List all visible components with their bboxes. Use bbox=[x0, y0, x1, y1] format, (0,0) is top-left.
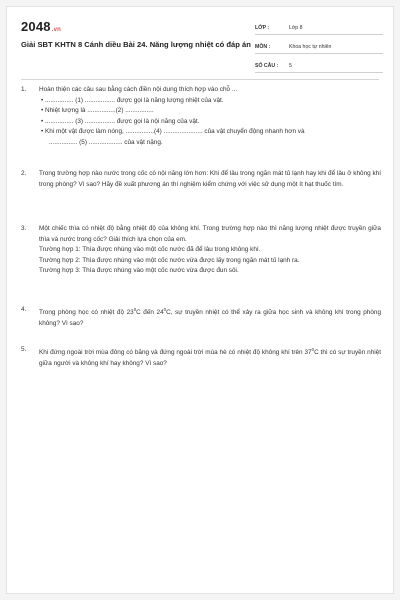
text-part: C thì có sự truyền nhiệt giữa người và không khí hay không? Vì sao? bbox=[39, 349, 381, 367]
text-part: C, sự truyền nhiệt có thể xảy ra giữa học sinh và không khí trong phòng không? Vì sao? bbox=[39, 309, 382, 327]
degree-sup: 0 bbox=[163, 307, 167, 312]
question-number: 2. bbox=[21, 170, 27, 177]
question-body bbox=[39, 85, 381, 149]
fill-blank-line: • Nhiệt lượng là ................(2) ................ bbox=[41, 107, 154, 115]
question-2 bbox=[21, 169, 381, 190]
meta-value: Lớp 8 bbox=[289, 24, 303, 31]
question-5 bbox=[21, 345, 381, 369]
text-part: Trong phòng học có nhiệt độ 23 bbox=[39, 309, 134, 316]
logo-name: 2048 bbox=[21, 19, 51, 34]
question-number: 3. bbox=[21, 225, 27, 232]
fill-blank-line: • ................ (3) ................. được gọi là nội năng của vật. bbox=[41, 117, 200, 125]
fill-blank-line: • Khi một vật được làm nóng, ................(4) ...................... của vật chuyển động nhanh hơn và bbox=[41, 128, 305, 136]
question-3 bbox=[21, 224, 381, 277]
meta-value: 5 bbox=[289, 62, 292, 69]
document-page bbox=[6, 6, 394, 594]
meta-row-class bbox=[255, 21, 383, 35]
degree-sup: 0 bbox=[133, 307, 137, 312]
meta-value: Khoa học tự nhiên bbox=[289, 43, 332, 50]
question-text bbox=[39, 305, 381, 329]
question-number: 4. bbox=[21, 306, 27, 313]
meta-row-count bbox=[255, 59, 383, 73]
site-logo[interactable] bbox=[21, 19, 61, 34]
question-number: 1. bbox=[21, 86, 27, 93]
meta-row-subject bbox=[255, 40, 383, 54]
fill-blank-line: • ................ (1) ................. được gọi là năng lượng nhiệt của vật. bbox=[41, 96, 224, 104]
question-body bbox=[39, 224, 381, 277]
question-text bbox=[39, 345, 381, 369]
question-1 bbox=[21, 85, 381, 149]
case-item: Trường hợp 2: Thìa được nhúng vào một cốc nước vừa được lấy trong ngăn mát tủ lạnh ra. bbox=[39, 256, 300, 264]
text-part: Khi đứng ngoài trời mùa đông có băng và đứng ngoài trời mùa hè có nhiệt độ không khí trên 37 bbox=[39, 349, 312, 356]
question-text: Một chiếc thìa có nhiệt độ bằng nhiệt độ của không khí. Trong trường hợp nào thì năng lượng nhiệt được truyền giữa thìa và nước trong cốc? Giải thích lựa chọn của em. bbox=[39, 225, 381, 243]
question-4 bbox=[21, 305, 381, 329]
question-text: Hoàn thiện các câu sau bằng cách điền nội dung thích hợp vào chỗ ... bbox=[39, 86, 238, 93]
text-part: C đến 24 bbox=[136, 309, 164, 316]
case-item: Trường hợp 3: Thìa được nhúng vào một cốc nước vừa được đun sôi. bbox=[39, 267, 239, 275]
meta-panel bbox=[255, 21, 383, 78]
question-text: Trong trường hợp nào nước trong cốc có nội năng lớn hơn: Khi để lâu trong ngăn mát tủ lạnh hay khi để lâu ở không khí trong phòng? Vì sao? Hãy đề xuất phương án thí nghiệm kiểm chứng với việc sử dụng một ít hạt thuốc tím. bbox=[39, 170, 381, 188]
meta-label: SỐ CÂU : bbox=[255, 62, 279, 69]
fill-blank-line: ................ (5) ................... của vật nặng. bbox=[49, 138, 163, 146]
case-item: Trường hợp 1: Thìa được nhúng vào một cốc nước đã để lâu trong không khí. bbox=[39, 246, 261, 254]
question-number: 5. bbox=[21, 346, 27, 353]
degree-sup: 0 bbox=[311, 347, 315, 352]
page-title: Giải SBT KHTN 8 Cánh diều Bài 24. Năng lượng nhiệt có đáp án bbox=[21, 40, 251, 49]
meta-label: LỚP : bbox=[255, 24, 270, 31]
meta-label: MÔN : bbox=[255, 43, 271, 50]
logo-tld: .vn bbox=[51, 27, 62, 33]
header-divider bbox=[21, 79, 379, 80]
